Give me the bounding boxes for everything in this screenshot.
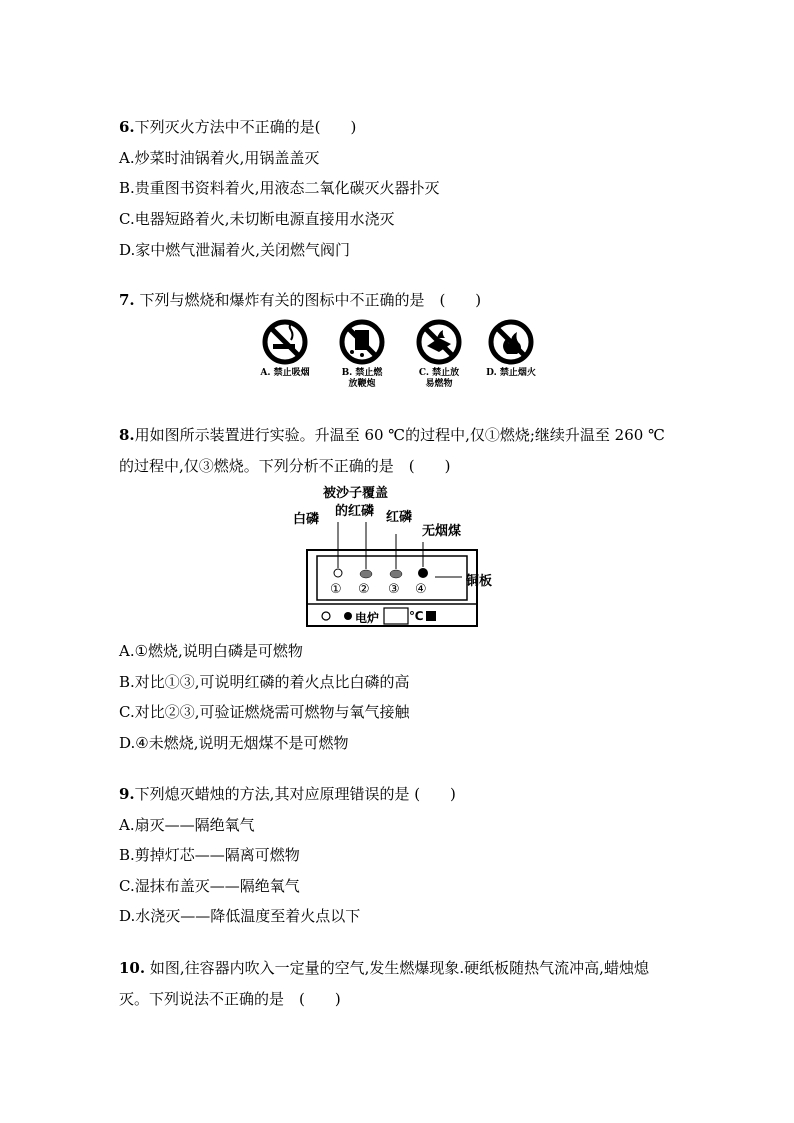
q6-stem-text: 下列灭火方法中不正确的是( ) [134,118,357,136]
no-smoking-icon [261,318,309,366]
q8-option-a: A.①燃烧,说明白磷是可燃物 [119,642,303,660]
q7-icon-b-caption-2: 放鞭炮 [348,379,376,389]
label-red-phosphorus: 红磷 [386,510,413,525]
q7-icon-c-caption-1: C. 禁止放 [418,368,460,378]
q7-icon-b [332,318,392,390]
q10-number: 10. [119,959,146,977]
q7-stem [119,290,481,310]
q8-option-d: D.④未燃烧,说明无烟煤不是可燃物 [119,734,349,752]
q8-stem-text-1: 用如图所示装置进行实验。升温至 60 ℃的过程中,仅①燃烧;继续升温至 260 ℃ [134,426,665,444]
q9-stem [119,784,456,804]
label-anthracite: 无烟煤 [422,524,462,539]
q7-icon-b-caption-1: B. 禁止燃 [341,368,383,378]
no-fireworks-icon [338,318,386,366]
q7-icon-c [409,318,469,390]
label-covered-red-phosphorus-1: 被沙子覆盖 [323,486,389,501]
q8-number: 8. [119,426,135,444]
q8-stem-line-2: 的过程中,仅③燃烧。下列分析不正确的是 ( ) [119,457,451,475]
sample-number-1: ① [330,582,342,597]
q9-option-a: A.扇灭——隔绝氧气 [119,816,255,834]
q10-stem-text-1: 如图,往容器内吹入一定量的空气,发生燃爆现象.硬纸板随热气流冲高,蜡烛熄 [145,959,649,977]
q7-icon-a [255,318,315,379]
q7-number: 7. [119,291,135,309]
q7-icon-d [481,318,541,379]
q7-icon-c-caption-2: 易燃物 [425,379,453,389]
q6-number: 6. [119,118,135,136]
sample-number-4: ④ [415,582,427,597]
apparatus-drawing [290,482,510,630]
label-covered-red-phosphorus-2: 的红磷 [335,504,375,519]
q7-icon-a-caption: A. 禁止吸烟 [260,368,310,378]
q6-option-d: D.家中燃气泄漏着火,关闭燃气阀门 [119,241,351,259]
label-celsius-unit: ℃ [409,609,424,623]
no-open-flame-icon [487,318,535,366]
q9-option-d: D.水浇灭——降低温度至着火点以下 [119,907,361,925]
sample-number-2: ② [358,582,370,597]
q8-apparatus-diagram [290,482,510,630]
label-electric-stove: 电炉 [355,611,380,625]
q10-stem-line-2: 灭。下列说法不正确的是 ( ) [119,990,341,1008]
label-copper-plate: 铜板 [466,574,493,589]
q7-stem-text: 下列与燃烧和爆炸有关的图标中不正确的是 ( ) [134,291,482,309]
q10-stem-line-1 [119,958,649,978]
q9-option-b: B.剪掉灯芯——隔离可燃物 [119,846,300,864]
q8-option-b: B.对比①③,可说明红磷的着火点比白磷的高 [119,673,410,691]
q6-option-c: C.电器短路着火,未切断电源直接用水浇灭 [119,210,395,228]
q8-stem-line-1 [119,425,665,445]
label-white-phosphorus: 白磷 [293,512,320,527]
q9-stem-text: 下列熄灭蜡烛的方法,其对应原理错误的是 ( ) [134,785,456,803]
q8-option-c: C.对比②③,可验证燃烧需可燃物与氧气接触 [119,703,410,721]
q7-icon-row [255,318,545,388]
sample-number-3: ③ [388,582,400,597]
q9-option-c: C.湿抹布盖灭——隔绝氧气 [119,877,300,895]
q6-option-a: A.炒菜时油锅着火,用锅盖盖灭 [119,149,320,167]
q9-number: 9. [119,785,135,803]
q7-icon-d-caption: D. 禁止烟火 [486,368,536,378]
q6-option-b: B.贵重图书资料着火,用液态二氧化碳灭火器扑灭 [119,179,440,197]
q6-stem [119,117,356,137]
no-flammables-icon [415,318,463,366]
